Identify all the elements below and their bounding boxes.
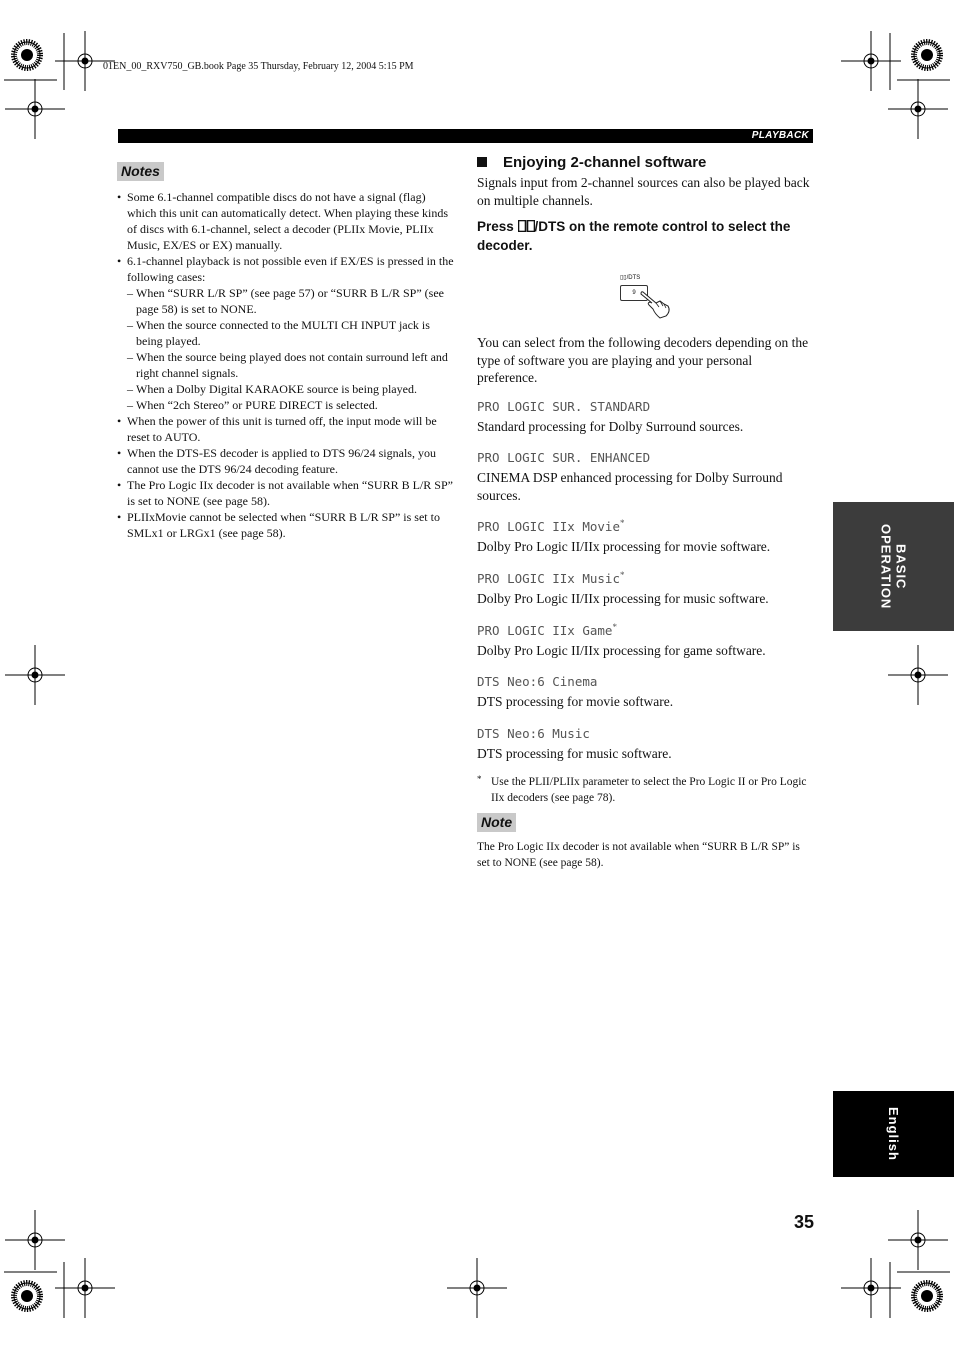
decoder-intro: You can select from the following decoders depending on the type of software you are playing and your personal preference. (477, 335, 809, 385)
tab-basic-operation-label: BASIC OPERATION (878, 523, 909, 610)
tab-language-label: English (886, 1107, 901, 1161)
decoder-name: DTS Neo:6 Music (477, 726, 590, 742)
intro-text: Signals input from 2-channel sources can also be played back on multiple channels. (477, 175, 810, 208)
footnote (477, 774, 813, 806)
decoder-description: CINEMA DSP enhanced processing for Dolby Surround sources. (477, 470, 783, 503)
remote-label-wrap (620, 274, 640, 281)
page-number: 35 (793, 1212, 814, 1232)
decoder-entry (477, 395, 813, 436)
section-label: PLAYBACK (751, 130, 809, 141)
decoder-description: Dolby Pro Logic II/IIx processing for game software. (477, 642, 766, 658)
decoder-entry (477, 670, 813, 711)
decoder-name-row (477, 567, 813, 587)
decoder-name: DTS Neo:6 Cinema (477, 674, 598, 690)
decoder-name: PRO LOGIC SUR. ENHANCED (477, 450, 651, 466)
pressing-hand-icon (640, 289, 672, 319)
instruction-pre: Press (477, 219, 518, 234)
decoder-name: PRO LOGIC SUR. STANDARD (477, 398, 651, 414)
note-item: • 6.1-channel playback is not possible even if EX/ES is pressed in the following cases: (117, 253, 454, 285)
decoder-entry (477, 446, 813, 504)
remote-button-label: /DTS (626, 275, 641, 281)
tab-basic-operation (833, 502, 954, 631)
footnote-mark: * (477, 773, 482, 784)
note-item: – When a Dolby Digital KARAOKE source is being played. (117, 381, 454, 397)
remote-illustration (477, 261, 813, 321)
note-item: – When “SURR L/R SP” (see page 57) or “SURR B L/R SP” (see page 58) is set to NONE. (117, 285, 454, 317)
decoder-list (477, 395, 813, 763)
decoder-description: DTS processing for movie software. (477, 694, 674, 710)
decoder-mark: * (620, 569, 625, 580)
decoder-name-row (477, 619, 813, 639)
decoder-name: PRO LOGIC IIx Music (477, 571, 620, 587)
note-item: • PLIIxMovie cannot be selected when “SURR B L/R SP” is set to SMLx1 or LRGx1 (see page 58). (117, 509, 454, 541)
decoder-description: Standard processing for Dolby Surround sources. (477, 418, 744, 434)
notes-list (117, 189, 454, 541)
section-heading (477, 154, 813, 172)
dolby-dd-icon (518, 217, 535, 236)
notes-list-container (117, 189, 454, 541)
decoder-entry (477, 515, 813, 556)
main-column (477, 154, 813, 871)
decoder-entry (477, 619, 813, 660)
print-header: 01EN_00_RXV750_GB.book Page 35 Thursday, February 12, 2004 5:15 PM (103, 61, 414, 72)
notes-title: Notes (117, 162, 164, 181)
remote-dd-icon: ▯▯ (620, 275, 627, 281)
decoder-name-row (477, 395, 813, 415)
tab-language (833, 1091, 954, 1177)
decoder-description: DTS processing for music software. (477, 746, 672, 762)
section-heading-text: Enjoying 2-channel software (503, 154, 707, 171)
note-item: • When the DTS-ES decoder is applied to DTS 96/24 signals, you cannot use the DTS 96/24 decoding feature. (117, 445, 454, 477)
decoder-name-row (477, 515, 813, 535)
instruction-post: /DTS on the remote control to select the decoder. (477, 219, 791, 253)
decoder-name: PRO LOGIC IIx Game (477, 622, 613, 638)
decoder-name-row (477, 670, 813, 690)
instruction (477, 217, 813, 255)
note-item: – When the source connected to the MULTI CH INPUT jack is being played. (117, 317, 454, 349)
decoder-description: Dolby Pro Logic II/IIx processing for movie software. (477, 539, 771, 555)
decoder-entry (477, 567, 813, 608)
footnote-text: Use the PLII/PLIIx parameter to select the Pro Logic II or Pro Logic IIx decoders (see page 78). (491, 775, 807, 804)
section-bar (118, 129, 813, 143)
note-title: Note (477, 813, 516, 832)
decoder-mark: * (620, 518, 625, 529)
note-item: • Some 6.1-channel compatible discs do not have a signal (flag) which this unit can automatically detect. When playing these kinds of discs with 6.1-channel, select a decoder (PLIIx Movie, PLIIx Music, EX/ES or EX) manually. (117, 189, 454, 253)
decoder-name-row (477, 446, 813, 466)
note-item: • The Pro Logic IIx decoder is not available when “SURR B L/R SP” is set to NONE (see page 58). (117, 477, 454, 509)
remote-key: 9 (620, 285, 648, 301)
decoder-name: PRO LOGIC IIx Movie (477, 519, 620, 535)
decoder-entry (477, 722, 813, 763)
decoder-description: Dolby Pro Logic II/IIx processing for music software. (477, 591, 769, 607)
decoder-name-row (477, 722, 813, 742)
note-text: The Pro Logic IIx decoder is not available when “SURR B L/R SP” is set to NONE (see page 58). (477, 840, 800, 869)
note-item: • When the power of this unit is turned off, the input mode will be reset to AUTO. (117, 413, 454, 445)
note-item: – When “2ch Stereo” or PURE DIRECT is selected. (117, 397, 454, 413)
note-item: – When the source being played does not contain surround left and right channel signals. (117, 349, 454, 381)
square-bullet-icon (477, 157, 487, 167)
decoder-mark: * (612, 621, 617, 632)
